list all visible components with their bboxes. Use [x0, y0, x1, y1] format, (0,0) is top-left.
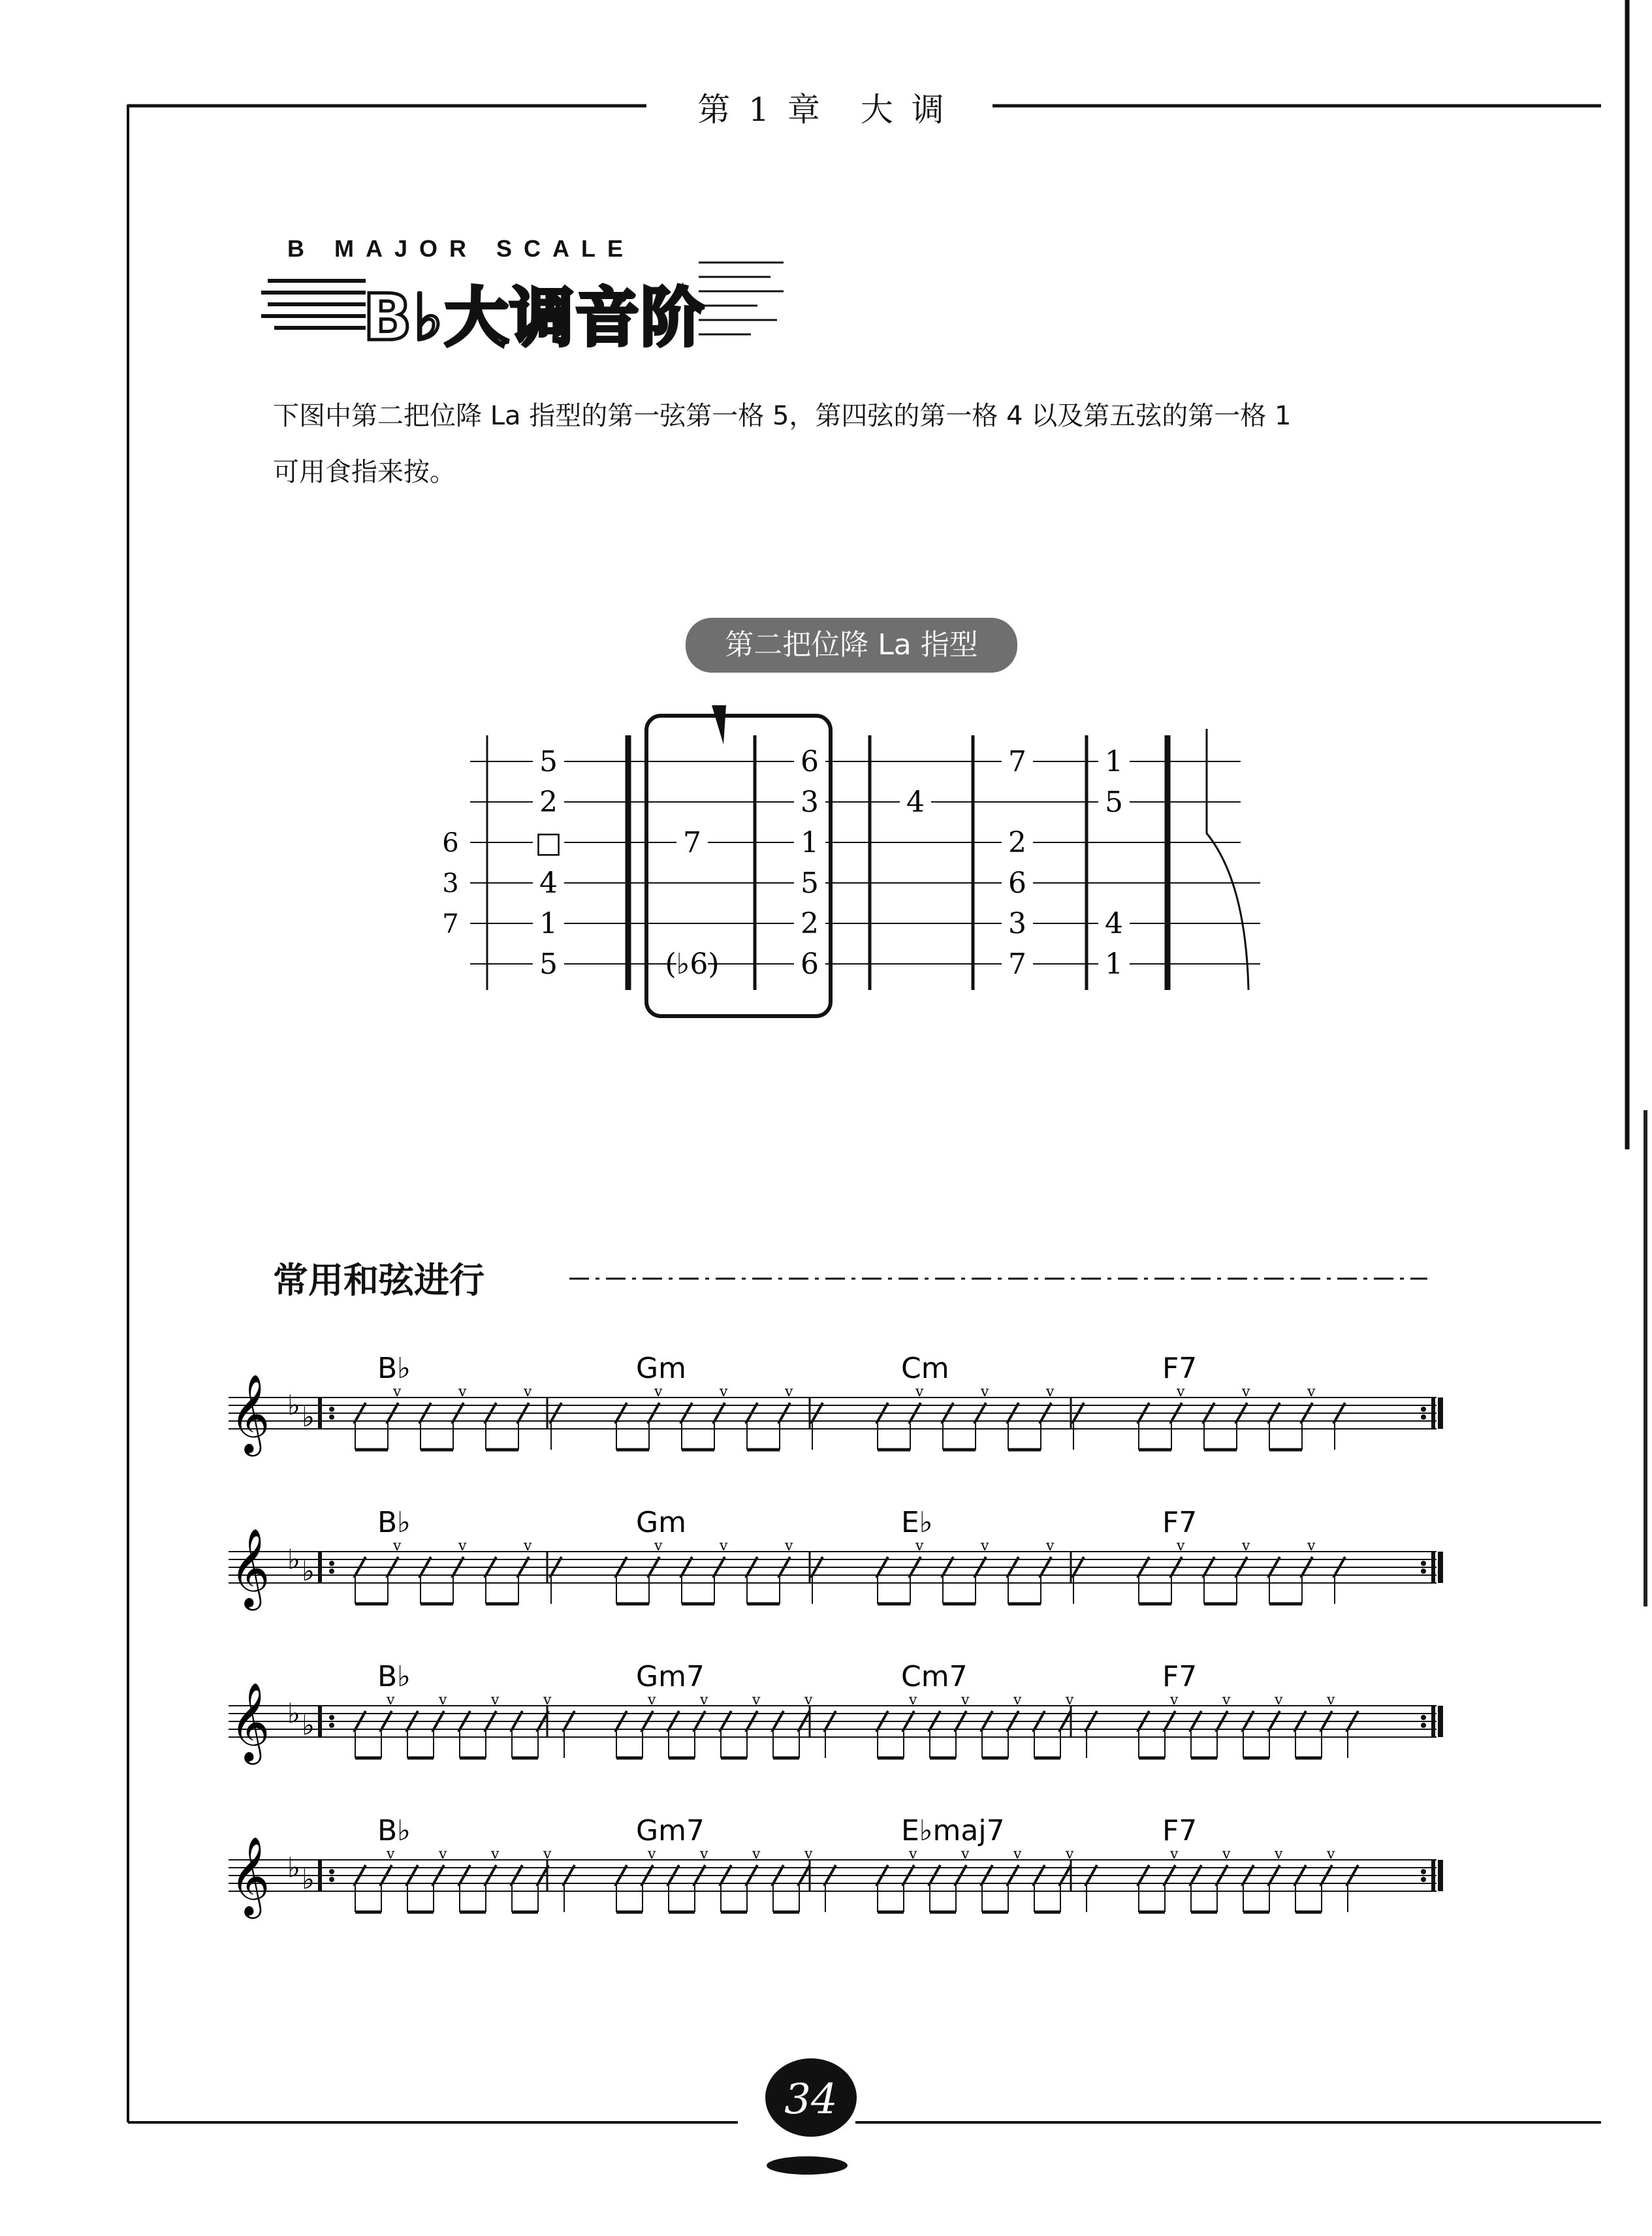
fret-note: [533, 786, 564, 819]
strum-mark: v: [1046, 1538, 1055, 1554]
strum-mark: v: [387, 1692, 395, 1708]
strum-mark: v: [915, 1384, 924, 1400]
strum-mark: v: [1307, 1538, 1316, 1554]
fret-note: [1002, 745, 1033, 778]
repeat-dot: [329, 1407, 334, 1412]
strum-mark: v: [1177, 1538, 1185, 1554]
repeat-dot: [1421, 1569, 1426, 1574]
chord-name: E♭: [901, 1506, 933, 1539]
strum-mark: v: [458, 1384, 467, 1400]
strum-mark: v: [648, 1692, 656, 1708]
fret-note: [794, 948, 825, 981]
strum-mark: v: [1327, 1846, 1335, 1862]
chord-progression-staves: [222, 1345, 1450, 2024]
note-label: 7: [683, 826, 701, 859]
chord-name: F7: [1162, 1506, 1198, 1539]
repeat-dot: [1421, 1414, 1426, 1420]
fret-note: [1002, 867, 1033, 900]
note-label: 5: [801, 867, 819, 900]
staff-row: [229, 1814, 1440, 1919]
strum-mark: v: [700, 1692, 708, 1708]
strum-mark: v: [654, 1384, 663, 1400]
fret-note: [676, 826, 708, 859]
fret-note: [1098, 907, 1130, 940]
treble-clef: 𝄞: [230, 1373, 270, 1453]
strum-mark: v: [981, 1538, 989, 1554]
note-label: 7: [1008, 948, 1026, 981]
staff-row: [229, 1660, 1440, 1765]
strum-mark: v: [1222, 1692, 1231, 1708]
fret-note: [794, 745, 825, 778]
strum-mark: v: [804, 1846, 813, 1862]
note-label: 3: [801, 786, 819, 819]
note-label: □: [535, 826, 562, 859]
key-flat: ♭: [287, 1851, 300, 1883]
note-label: 6: [801, 948, 819, 981]
strum-mark: v: [439, 1692, 447, 1708]
chord-name: Gm: [636, 1506, 686, 1539]
strum-mark: v: [387, 1846, 395, 1862]
strum-mark: v: [458, 1538, 467, 1554]
strum-mark: v: [720, 1538, 728, 1554]
note-label: 3: [1008, 907, 1026, 940]
fret-note: [794, 867, 825, 900]
strum-mark: v: [393, 1538, 402, 1554]
chord-name: Gm: [636, 1352, 686, 1385]
intro-line-1: 下图中第二把位降 La 指型的第一弦第一格 5，第四弦的第一格 4 以及第五弦的第一格 1: [273, 401, 1292, 431]
fret-note: [1002, 948, 1033, 981]
fretboard-frets: [487, 735, 1169, 990]
fret-note: [1002, 907, 1033, 940]
fret-note: [1002, 826, 1033, 859]
strum-mark: v: [1013, 1692, 1022, 1708]
key-flat: ♭: [302, 1709, 315, 1741]
fret-note: [533, 907, 564, 940]
strum-mark: v: [909, 1692, 917, 1708]
chord-name: B♭: [377, 1352, 411, 1385]
fret-note: [533, 867, 564, 900]
repeat-dot: [329, 1723, 334, 1728]
fret-note: [900, 786, 931, 819]
note-label: 2: [801, 907, 819, 940]
strum-mark: v: [1327, 1692, 1335, 1708]
strum-mark: v: [1066, 1846, 1074, 1862]
strum-mark: v: [1177, 1384, 1185, 1400]
strum-mark: v: [720, 1384, 728, 1400]
strum-mark: v: [1170, 1846, 1179, 1862]
strum-mark: v: [543, 1846, 552, 1862]
note-label: 4: [906, 786, 925, 819]
strum-mark: v: [981, 1384, 989, 1400]
key-flat: ♭: [302, 1555, 315, 1587]
treble-clef: 𝄞: [230, 1527, 270, 1607]
repeat-dot: [329, 1414, 334, 1420]
strum-mark: v: [1275, 1846, 1283, 1862]
chord-name: Gm7: [636, 1814, 705, 1847]
chord-name: Gm7: [636, 1660, 705, 1693]
strum-mark: v: [961, 1846, 970, 1862]
strum-mark: v: [1046, 1384, 1055, 1400]
chord-name: F7: [1162, 1352, 1198, 1385]
chord-name: F7: [1162, 1814, 1198, 1847]
repeat-dot: [1421, 1715, 1426, 1720]
strum-mark: v: [752, 1846, 761, 1862]
intro-text: [273, 388, 1448, 500]
chord-name: B♭: [377, 1814, 411, 1847]
tag-pointer: [712, 705, 726, 744]
fret-note: [794, 786, 825, 819]
note-label: 1: [539, 907, 558, 940]
strum-mark: v: [648, 1846, 656, 1862]
intro-line-2: 可用食指来按。: [273, 457, 456, 487]
repeat-dot: [329, 1715, 334, 1720]
shape-tag: 第二把位降 La 指型: [686, 618, 1017, 673]
key-flat: ♭: [287, 1543, 300, 1575]
strum-mark: v: [491, 1692, 500, 1708]
strum-mark: v: [785, 1538, 793, 1554]
note-label: 4: [539, 867, 558, 900]
strum-mark: v: [1170, 1692, 1179, 1708]
note-label: 5: [539, 745, 558, 778]
note-label: 2: [539, 786, 558, 819]
fret-note: [1098, 745, 1130, 778]
strum-mark: v: [524, 1384, 532, 1400]
repeat-dot: [329, 1869, 334, 1874]
fret-note: [533, 745, 564, 778]
strum-mark: v: [700, 1846, 708, 1862]
chord-name: E♭maj7: [901, 1814, 1005, 1847]
fretboard-diagram: [431, 679, 1280, 1032]
repeat-dot: [329, 1569, 334, 1574]
note-label: 7: [1008, 745, 1026, 778]
repeat-dot: [1421, 1407, 1426, 1412]
note-label: 4: [1105, 907, 1123, 940]
strum-mark: v: [524, 1538, 532, 1554]
note-label: 2: [1008, 826, 1026, 859]
treble-clef: 𝄞: [230, 1836, 270, 1915]
note-label: 1: [1105, 948, 1123, 981]
fret-note: [1098, 786, 1130, 819]
fretboard-edge: [1207, 729, 1248, 990]
note-label: 6: [1008, 867, 1026, 900]
repeat-dot: [1421, 1723, 1426, 1728]
strum-mark: v: [439, 1846, 447, 1862]
strum-mark: v: [393, 1384, 402, 1400]
chord-name: B♭: [377, 1506, 411, 1539]
section-title: 常用和弦进行: [273, 1260, 484, 1301]
fret-note: [794, 907, 825, 940]
strum-mark: v: [543, 1692, 552, 1708]
strum-mark: v: [1307, 1384, 1316, 1400]
fret-note: [794, 826, 825, 859]
fret-note: [1098, 948, 1130, 981]
strum-mark: v: [1242, 1538, 1250, 1554]
key-flat: ♭: [302, 1401, 315, 1433]
strum-mark: v: [785, 1384, 793, 1400]
strum-mark: v: [804, 1692, 813, 1708]
note-label: 1: [1105, 745, 1123, 778]
key-flat: ♭: [287, 1697, 300, 1729]
repeat-dot: [1421, 1561, 1426, 1566]
repeat-dot: [1421, 1877, 1426, 1882]
strum-mark: v: [1275, 1692, 1283, 1708]
fret-note: [533, 948, 564, 981]
note-label: 5: [539, 948, 558, 981]
string-label: 3: [442, 869, 459, 899]
chapter-header: 第 1 章 大 调: [653, 84, 993, 131]
repeat-dot: [329, 1561, 334, 1566]
key-flat: ♭: [287, 1389, 300, 1421]
strum-mark: v: [752, 1692, 761, 1708]
repeat-dot: [329, 1877, 334, 1882]
treble-clef: 𝄞: [230, 1682, 270, 1761]
fretboard-string-labels: [442, 828, 458, 939]
strum-mark: v: [1013, 1846, 1022, 1862]
page-number: 34: [784, 2075, 838, 2124]
strum-mark: v: [961, 1692, 970, 1708]
strum-mark: v: [915, 1538, 924, 1554]
fret-note: [665, 948, 719, 981]
key-flat: ♭: [302, 1863, 315, 1895]
strum-mark: v: [1242, 1384, 1250, 1400]
chord-name: B♭: [377, 1660, 411, 1693]
scale-title: B♭大调音阶: [363, 281, 706, 355]
staff-row: [229, 1352, 1440, 1456]
staff-row: [229, 1506, 1440, 1610]
chord-name: F7: [1162, 1660, 1198, 1693]
note-label: 1: [801, 826, 819, 859]
note-label: 6: [801, 745, 819, 778]
fretboard-strings: [470, 729, 1260, 990]
string-label: 7: [442, 909, 459, 939]
strum-mark: v: [1066, 1692, 1074, 1708]
strum-mark: v: [654, 1538, 663, 1554]
string-label: 6: [442, 828, 459, 858]
strum-mark: v: [1222, 1846, 1231, 1862]
strum-mark: v: [491, 1846, 500, 1862]
repeat-dot: [1421, 1869, 1426, 1874]
note-label: (♭6): [665, 948, 720, 981]
strum-mark: v: [909, 1846, 917, 1862]
scale-subtitle: B MAJOR SCALE: [287, 235, 635, 262]
note-label: 5: [1105, 786, 1123, 819]
chord-name: Cm7: [901, 1660, 968, 1693]
fret-note: [533, 826, 564, 859]
chord-name: Cm: [901, 1352, 949, 1385]
